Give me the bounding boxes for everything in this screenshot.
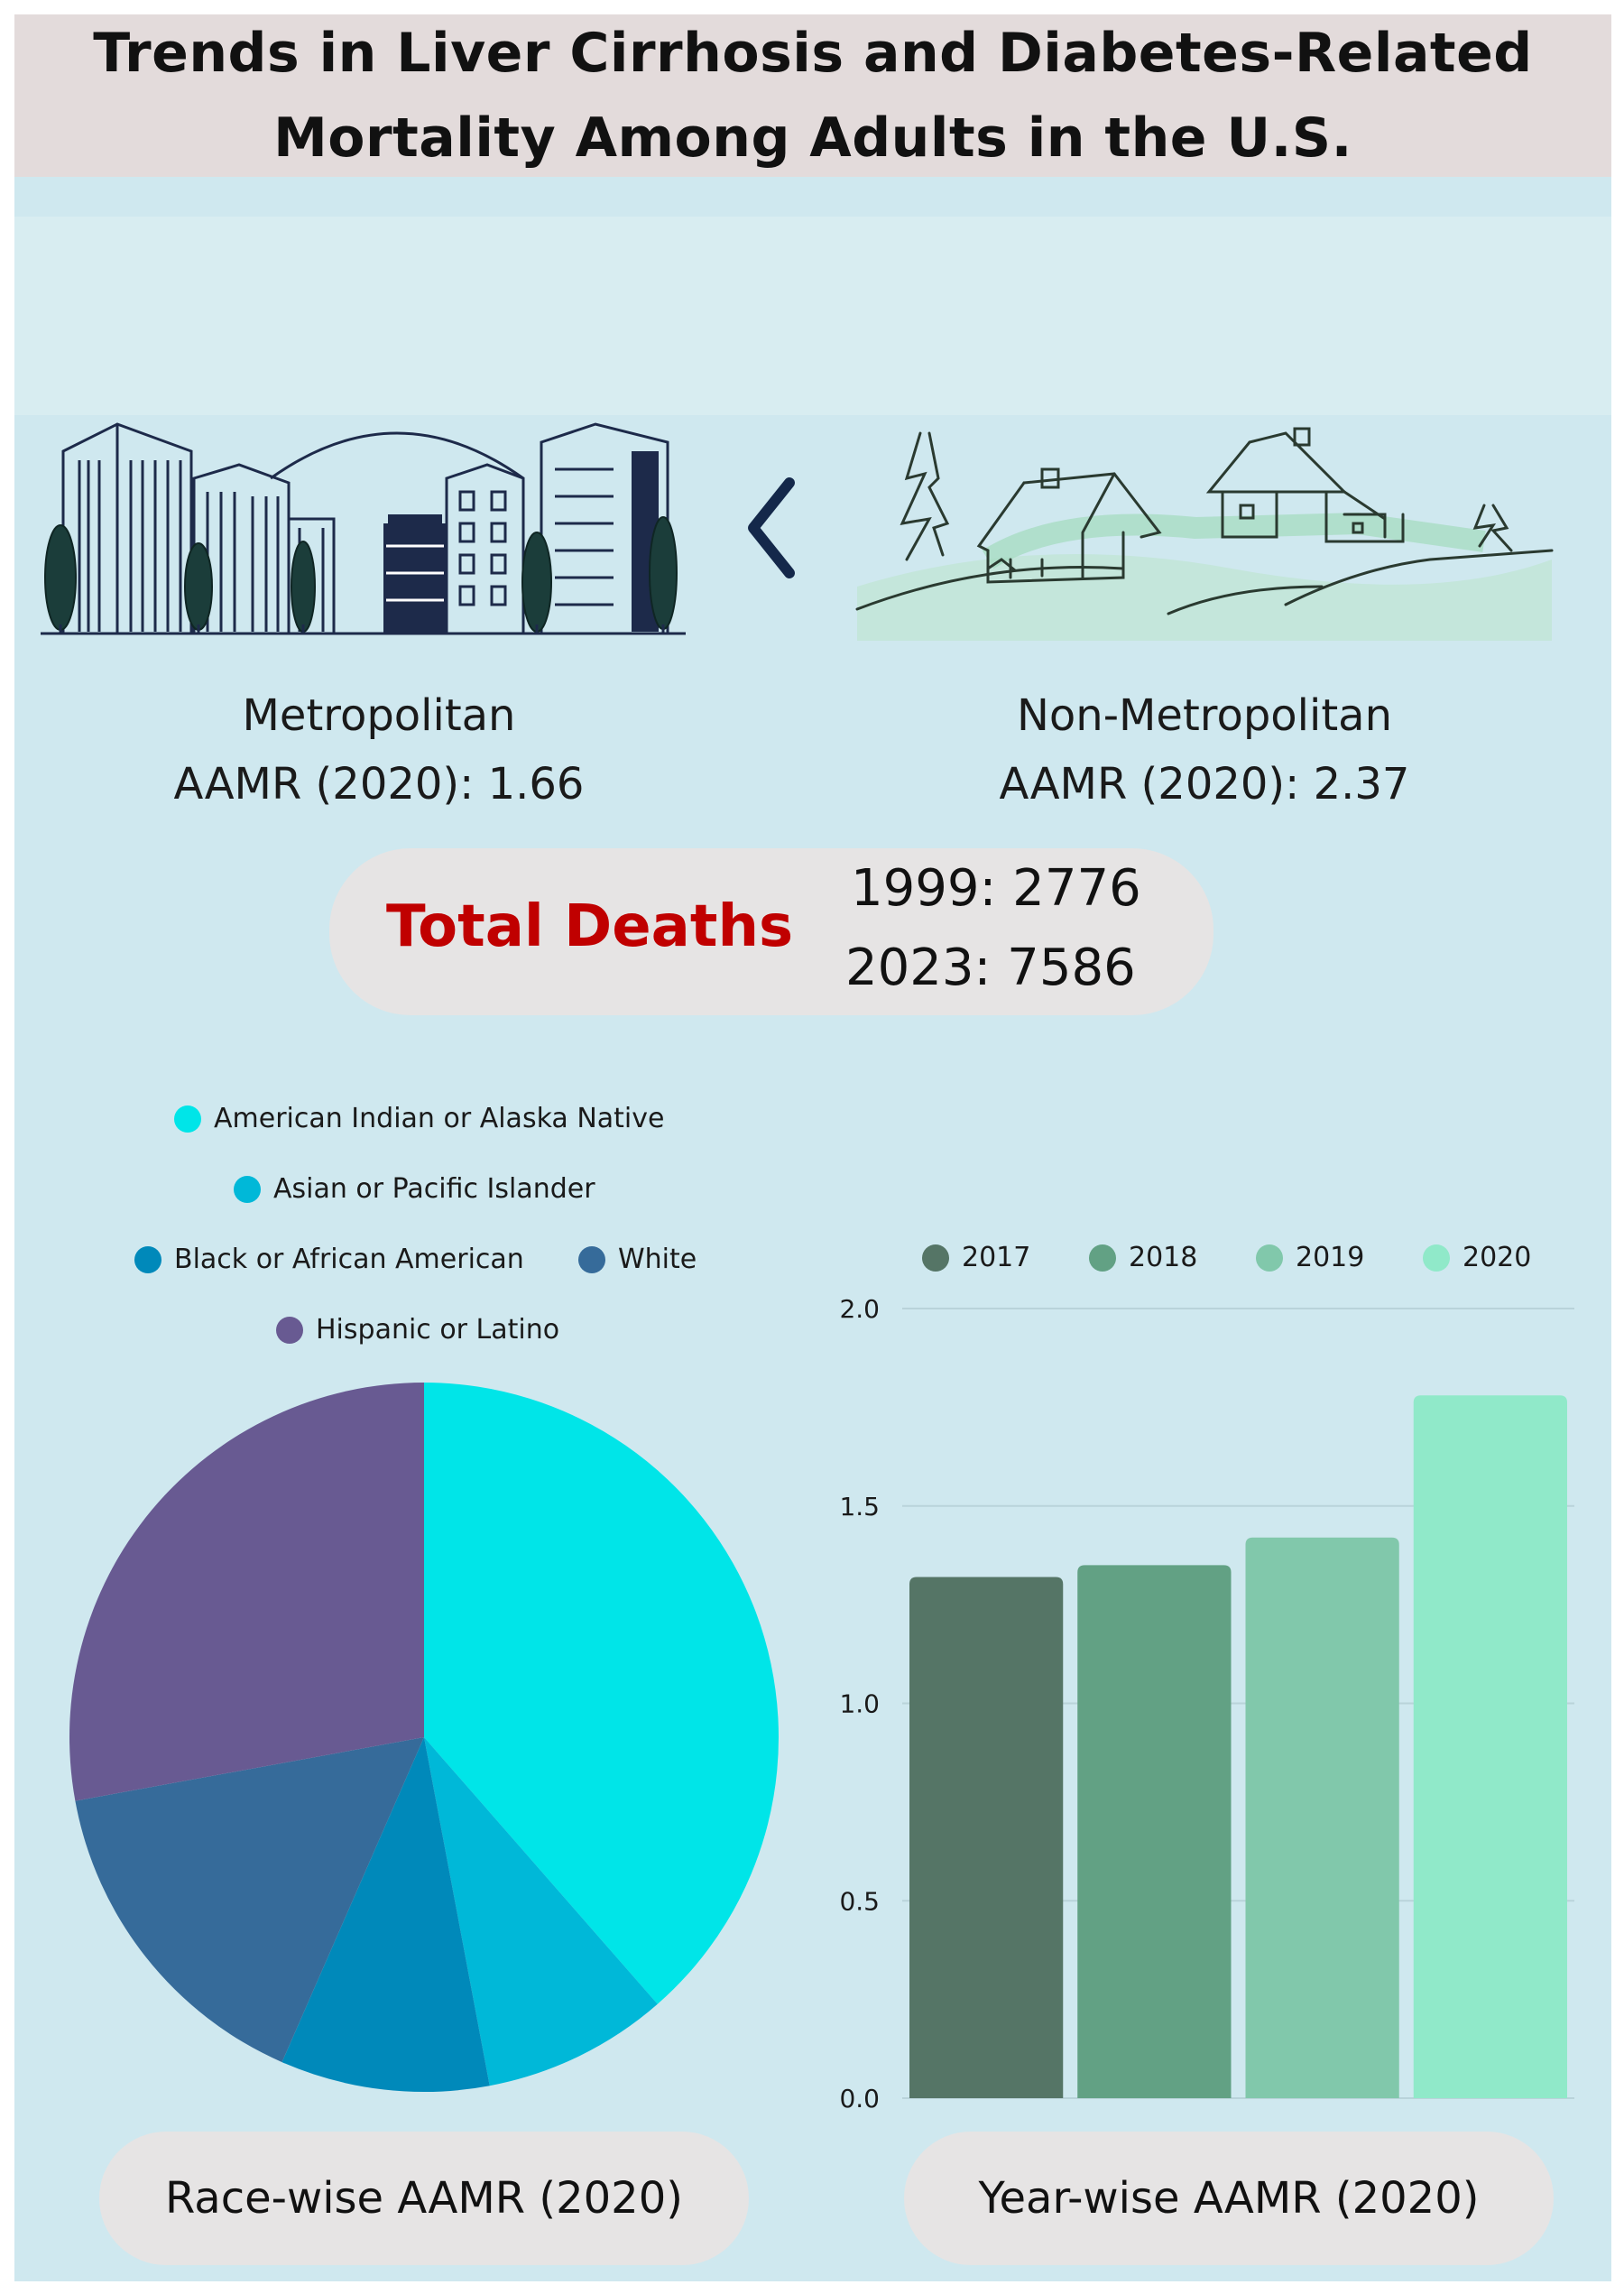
- legend-swatch: [276, 1317, 303, 1344]
- deaths-2023: 2023: 7586: [845, 939, 1136, 997]
- decorative-band: [14, 217, 1611, 415]
- legend-label: White: [618, 1244, 697, 1275]
- metro-aamr: AAMR (2020): 1.66: [173, 759, 585, 809]
- legend-label: Asian or Pacific Islander: [273, 1173, 595, 1205]
- pie-legend-item: [174, 1103, 664, 1134]
- year-bar-chart: [812, 1281, 1588, 2121]
- y-tick-label: 0.0: [839, 2084, 880, 2114]
- city-skyline-icon: [36, 415, 695, 641]
- bar-legend-item: [1423, 1242, 1531, 1273]
- bar-legend-item: [922, 1242, 1030, 1273]
- metro-region-label: [108, 681, 650, 819]
- bar-2018: [1077, 1565, 1231, 2098]
- legend-swatch: [1256, 1244, 1283, 1272]
- legend-swatch: [578, 1246, 605, 1273]
- pie-slice: [69, 1383, 424, 1801]
- nonmetro-region-label: [934, 681, 1475, 819]
- legend-swatch: [234, 1176, 261, 1203]
- pie-legend-item: [134, 1244, 524, 1275]
- bar-2017: [909, 1577, 1063, 2099]
- bar-2020: [1414, 1395, 1567, 2098]
- chevron-left-icon: [740, 474, 803, 582]
- bar-legend-item: [1256, 1242, 1364, 1273]
- legend-label: Hispanic or Latino: [316, 1314, 560, 1346]
- y-tick-label: 1.0: [839, 1688, 880, 1719]
- legend-label: 2020: [1463, 1242, 1532, 1273]
- legend-swatch: [1089, 1244, 1116, 1272]
- legend-swatch: [174, 1105, 201, 1133]
- title-banner: [14, 14, 1611, 177]
- legend-label: 2017: [962, 1242, 1031, 1273]
- bar-legend-item: [1089, 1242, 1197, 1273]
- metro-name: Metropolitan: [242, 690, 516, 741]
- year-chart-caption: Year-wise AAMR (2020): [978, 2173, 1480, 2224]
- legend-label: American Indian or Alaska Native: [214, 1103, 665, 1134]
- legend-swatch: [134, 1246, 161, 1273]
- pie-legend-item: [578, 1244, 697, 1275]
- rural-village-icon: [853, 424, 1556, 641]
- pie-legend-item: [276, 1314, 559, 1346]
- race-pie-chart: [54, 1367, 794, 2107]
- deaths-1999: 1999: 2776: [851, 859, 1141, 918]
- legend-swatch: [1423, 1244, 1450, 1272]
- y-tick-label: 2.0: [839, 1294, 880, 1324]
- legend-label: 2018: [1129, 1242, 1198, 1273]
- bar-2019: [1246, 1538, 1399, 2098]
- race-chart-caption: Race-wise AAMR (2020): [165, 2173, 683, 2224]
- page-title: Trends in Liver Cirrhosis and Diabetes-Related Mortality Among Adults in the U.S.: [93, 22, 1533, 170]
- legend-label: 2019: [1296, 1242, 1365, 1273]
- legend-swatch: [922, 1244, 949, 1272]
- nonmetro-aamr: AAMR (2020): 2.37: [999, 759, 1410, 809]
- nonmetro-name: Non-Metropolitan: [1017, 690, 1392, 741]
- y-tick-label: 1.5: [839, 1491, 880, 1522]
- y-tick-label: 0.5: [839, 1886, 880, 1917]
- total-deaths-label: Total Deaths: [386, 893, 794, 960]
- legend-label: Black or African American: [174, 1244, 524, 1275]
- pie-legend-item: [234, 1173, 595, 1205]
